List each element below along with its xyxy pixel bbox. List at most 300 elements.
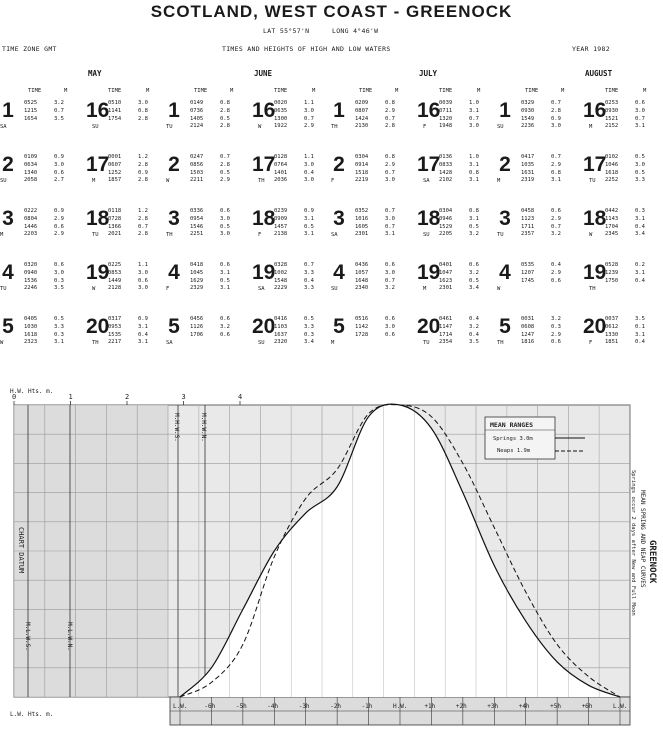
tide-height: 3.0 bbox=[635, 161, 645, 168]
tide-time: 2138 bbox=[274, 231, 288, 238]
tide-time: 1706 bbox=[190, 331, 204, 338]
tide-time: 1631 bbox=[521, 169, 535, 176]
tide-height: 0.6 bbox=[220, 262, 230, 268]
tide-time: 1320 bbox=[439, 115, 453, 122]
day-of-week: TU bbox=[423, 340, 430, 346]
tide-time: 1141 bbox=[108, 107, 122, 114]
tide-height: 0.5 bbox=[304, 316, 314, 322]
tide-height: 2.8 bbox=[551, 107, 561, 114]
tide-time: 2205 bbox=[439, 231, 453, 238]
day-of-week: M bbox=[423, 286, 427, 292]
tide-time: 0102 bbox=[605, 154, 619, 160]
tide-time: 0401 bbox=[439, 262, 453, 268]
tide-height: 0.4 bbox=[304, 169, 314, 176]
column-header: M bbox=[477, 88, 481, 94]
day-of-week: M bbox=[589, 124, 593, 130]
tide-height: 0.4 bbox=[469, 316, 479, 322]
tide-height: 3.1 bbox=[385, 231, 395, 238]
tide-height: 0.9 bbox=[138, 169, 148, 176]
tide-height: 0.8 bbox=[220, 100, 230, 106]
tide-time: 1239 bbox=[605, 269, 619, 276]
tide-height: 0.7 bbox=[469, 115, 479, 122]
day-number: 2 bbox=[168, 153, 180, 176]
day-of-week: TU bbox=[497, 232, 504, 238]
tide-height: 3.3 bbox=[635, 177, 645, 184]
time-axis-label: +5h bbox=[550, 703, 561, 710]
day-of-week: F bbox=[423, 124, 427, 130]
height-marker-label: M.L.W.N. bbox=[66, 622, 73, 651]
day-number: 3 bbox=[2, 207, 14, 230]
tide-height: 0.5 bbox=[220, 277, 230, 284]
day-number: 17 bbox=[252, 153, 276, 176]
day-number: 2 bbox=[499, 153, 511, 176]
tide-height: 3.1 bbox=[469, 107, 479, 114]
tide-height: 0.7 bbox=[54, 107, 64, 114]
tide-time: 0247 bbox=[190, 154, 204, 160]
day-number: 18 bbox=[417, 207, 441, 230]
tide-time: 0209 bbox=[355, 100, 369, 106]
column-header: TIME bbox=[359, 88, 373, 94]
tide-time: 1948 bbox=[439, 123, 453, 130]
tide-height: 0.1 bbox=[635, 323, 645, 330]
tide-time: 0317 bbox=[108, 316, 122, 322]
tide-time: 2345 bbox=[605, 231, 619, 238]
tide-time: 2246 bbox=[24, 285, 38, 292]
tide-height: 0.7 bbox=[304, 115, 314, 122]
page-title: SCOTLAND, WEST COAST - GREENOCK bbox=[150, 2, 513, 21]
tide-height: 0.4 bbox=[635, 277, 645, 284]
day-number: 2 bbox=[2, 153, 14, 176]
tide-height: 3.5 bbox=[635, 316, 645, 322]
day-number: 20 bbox=[417, 315, 441, 338]
day-number: 1 bbox=[2, 99, 14, 122]
day-of-week: SA bbox=[331, 232, 338, 238]
side-note: Springs occur 2 days after New and Full Moon bbox=[630, 470, 636, 616]
tide-time: 1629 bbox=[190, 277, 204, 284]
tide-time: 2301 bbox=[355, 231, 369, 238]
tide-height: 3.3 bbox=[304, 285, 314, 292]
day-of-week: TH bbox=[589, 286, 596, 292]
day-number: 5 bbox=[168, 315, 180, 338]
table-subtitle: TIMES AND HEIGHTS OF HIGH AND LOW WATERS bbox=[222, 45, 391, 53]
tide-time: 0635 bbox=[274, 107, 288, 114]
tide-time: 1745 bbox=[521, 277, 535, 284]
tide-height: 3.1 bbox=[469, 177, 479, 184]
day-of-week: SU bbox=[0, 178, 7, 184]
column-header: TIME bbox=[525, 88, 539, 94]
tide-height: 2.8 bbox=[138, 115, 148, 122]
tide-time: 0516 bbox=[355, 316, 369, 322]
tide-height: 0.3 bbox=[551, 323, 561, 330]
day-number: 1 bbox=[333, 99, 345, 122]
day-number: 20 bbox=[252, 315, 276, 338]
height-marker-label: M.L.W.S. bbox=[24, 622, 31, 651]
tide-time: 1704 bbox=[605, 223, 619, 230]
column-header: M bbox=[643, 88, 647, 94]
tide-height: 2.7 bbox=[54, 177, 64, 184]
tide-height: 3.1 bbox=[469, 215, 479, 222]
day-of-week: W bbox=[166, 178, 170, 184]
time-axis-label: -3h bbox=[298, 703, 310, 710]
tide-height: 3.0 bbox=[304, 107, 314, 114]
tide-height: 2.8 bbox=[220, 161, 230, 168]
tide-height: 3.1 bbox=[304, 215, 314, 222]
tide-height: 2.8 bbox=[138, 177, 148, 184]
tide-time: 0764 bbox=[274, 161, 288, 168]
tide-height: 1.1 bbox=[304, 100, 314, 106]
tide-height: 3.3 bbox=[304, 269, 314, 276]
tide-time: 2211 bbox=[190, 177, 204, 184]
tide-height: 2.9 bbox=[54, 231, 64, 238]
tide-height: 3.0 bbox=[54, 269, 64, 276]
tide-height: 0.5 bbox=[220, 223, 230, 230]
tide-height: 2.9 bbox=[551, 161, 561, 168]
tide-time: 1366 bbox=[108, 223, 122, 230]
tide-time: 0149 bbox=[190, 100, 204, 106]
month-label: JULY bbox=[419, 69, 438, 78]
tide-time: 0940 bbox=[24, 269, 38, 276]
tide-height: 2.9 bbox=[385, 161, 395, 168]
tide-height: 0.7 bbox=[551, 100, 561, 106]
tide-height: 3.1 bbox=[635, 215, 645, 222]
tide-height: 0.3 bbox=[54, 331, 64, 338]
tide-height: 0.6 bbox=[385, 331, 395, 338]
tide-height: 0.6 bbox=[54, 169, 64, 176]
tide-time: 0953 bbox=[108, 323, 122, 330]
tide-height: 0.9 bbox=[54, 154, 64, 160]
column-header: M bbox=[64, 88, 68, 94]
tide-height: 3.1 bbox=[551, 177, 561, 184]
tide-time: 1035 bbox=[521, 161, 535, 168]
tide-height: 0.5 bbox=[304, 223, 314, 230]
side-title: GREENOCK bbox=[647, 540, 657, 584]
tide-time: 0909 bbox=[274, 215, 288, 222]
tide-height: 0.5 bbox=[220, 115, 230, 122]
day-of-week: SA bbox=[258, 286, 265, 292]
tide-time: 0405 bbox=[24, 316, 38, 322]
tide-time: 0442 bbox=[605, 208, 619, 214]
tide-height: 0.8 bbox=[138, 107, 148, 114]
tide-time: 1143 bbox=[605, 215, 619, 222]
tide-time: 2319 bbox=[521, 177, 535, 184]
scale-tick-label: 3 bbox=[181, 393, 186, 401]
tide-height: 0.6 bbox=[220, 316, 230, 322]
height-marker-label: M.H.W.N. bbox=[200, 413, 207, 442]
tide-height: 3.1 bbox=[635, 331, 645, 338]
tide-height: 3.2 bbox=[551, 231, 561, 238]
lw-heights-label: L.W. Hts. m. bbox=[10, 711, 54, 718]
tide-time: 0328 bbox=[274, 262, 288, 268]
tide-height: 3.1 bbox=[138, 339, 148, 346]
tide-time: 0930 bbox=[521, 107, 535, 114]
tide-height: 0.7 bbox=[551, 154, 561, 160]
day-number: 3 bbox=[333, 207, 345, 230]
tide-height: 0.8 bbox=[551, 169, 561, 176]
tide-height: 2.8 bbox=[138, 231, 148, 238]
tide-height: 3.1 bbox=[469, 161, 479, 168]
chart-datum-label: CHART DATUM bbox=[17, 527, 25, 574]
tide-height: 3.0 bbox=[304, 161, 314, 168]
tide-height: 0.3 bbox=[54, 277, 64, 284]
tide-time: 1728 bbox=[355, 331, 369, 338]
tide-height: 2.8 bbox=[220, 107, 230, 114]
tide-time: 1340 bbox=[24, 169, 38, 176]
day-of-week: W bbox=[589, 232, 593, 238]
tide-time: 2152 bbox=[605, 123, 619, 130]
tide-time: 0456 bbox=[190, 316, 204, 322]
day-number: 17 bbox=[583, 153, 607, 176]
side-subtitle: MEAN SPRING AND NEAP CURVES bbox=[639, 490, 646, 588]
tide-time: 0436 bbox=[355, 262, 369, 268]
tide-height: 0.8 bbox=[385, 154, 395, 160]
tide-time: 0329 bbox=[521, 100, 535, 106]
tide-height: 0.5 bbox=[469, 223, 479, 230]
tide-time: 0807 bbox=[355, 107, 369, 114]
day-number: 20 bbox=[583, 315, 607, 338]
day-number: 16 bbox=[86, 99, 110, 122]
tide-height: 3.0 bbox=[54, 161, 64, 168]
tide-time: 1123 bbox=[521, 215, 535, 222]
tide-time: 1405 bbox=[190, 115, 204, 122]
tide-time: 1754 bbox=[108, 115, 122, 122]
day-number: 3 bbox=[499, 207, 511, 230]
tide-height: 3.0 bbox=[635, 107, 645, 114]
tide-height: 0.8 bbox=[469, 208, 479, 214]
tide-height: 1.1 bbox=[138, 262, 148, 268]
time-axis-label: L.W. bbox=[173, 703, 188, 710]
tide-time: 0528 bbox=[605, 262, 619, 268]
height-marker-label: M.H.W.S. bbox=[173, 413, 180, 442]
day-of-week: TU bbox=[0, 286, 7, 292]
tide-height: 3.5 bbox=[469, 339, 479, 346]
tide-time: 1546 bbox=[190, 223, 204, 230]
neaps-range: Neaps 1.9m bbox=[497, 448, 531, 454]
tide-time: 1247 bbox=[521, 331, 535, 338]
tide-time: 1605 bbox=[355, 223, 369, 230]
day-of-week: SA bbox=[0, 124, 7, 130]
tide-time: 0634 bbox=[24, 161, 38, 168]
tide-height: 0.6 bbox=[54, 223, 64, 230]
day-of-week: SU bbox=[423, 232, 430, 238]
tide-time: 1446 bbox=[24, 223, 38, 230]
day-of-week: W bbox=[258, 124, 262, 130]
tide-height: 3.2 bbox=[469, 323, 479, 330]
tide-time: 1401 bbox=[274, 169, 288, 176]
tide-time: 2236 bbox=[521, 123, 535, 130]
tide-time: 1057 bbox=[355, 269, 369, 276]
tide-height: 3.3 bbox=[54, 323, 64, 330]
tide-time: 2252 bbox=[605, 177, 619, 184]
tide-time: 1142 bbox=[355, 323, 369, 330]
tide-height: 3.1 bbox=[220, 285, 230, 292]
tide-time: 0020 bbox=[274, 100, 288, 106]
tide-height: 2.9 bbox=[551, 269, 561, 276]
tide-time: 0239 bbox=[274, 208, 288, 214]
day-of-week: F bbox=[166, 286, 170, 292]
tide-time: 0109 bbox=[24, 154, 38, 160]
day-of-week: M bbox=[92, 178, 96, 184]
tide-time: 0954 bbox=[190, 215, 204, 222]
column-header: TIME bbox=[274, 88, 288, 94]
tide-height: 0.7 bbox=[385, 208, 395, 214]
column-header: M bbox=[395, 88, 399, 94]
day-number: 19 bbox=[583, 261, 607, 284]
time-axis-label: +4h bbox=[518, 703, 530, 710]
day-of-week: SU bbox=[258, 340, 265, 346]
tide-time: 0417 bbox=[521, 154, 535, 160]
day-of-week: F bbox=[331, 178, 335, 184]
tide-time: 1330 bbox=[605, 331, 619, 338]
tide-time: 1428 bbox=[439, 169, 453, 176]
tide-time: 0525 bbox=[24, 100, 38, 106]
tide-time: 1030 bbox=[24, 323, 38, 330]
tide-height: 2.9 bbox=[304, 123, 314, 130]
tide-height: 0.7 bbox=[385, 169, 395, 176]
tide-height: 0.6 bbox=[220, 331, 230, 338]
tide-time: 1449 bbox=[108, 277, 122, 284]
tide-time: 0001 bbox=[108, 154, 122, 160]
tide-height: 3.0 bbox=[220, 215, 230, 222]
day-of-week: SA bbox=[423, 178, 430, 184]
tide-height: 3.4 bbox=[635, 231, 645, 238]
tide-height: 0.8 bbox=[385, 100, 395, 106]
tide-time: 1252 bbox=[108, 169, 122, 176]
tide-height: 0.4 bbox=[138, 331, 148, 338]
tide-time: 1648 bbox=[355, 277, 369, 284]
tide-time: 1002 bbox=[274, 269, 288, 276]
day-number: 5 bbox=[499, 315, 511, 338]
tide-time: 0304 bbox=[355, 154, 369, 160]
time-axis-label: L.W. bbox=[613, 703, 628, 710]
tide-time: 1126 bbox=[190, 323, 204, 330]
tide-height: 0.5 bbox=[220, 169, 230, 176]
tide-height: 0.6 bbox=[385, 316, 395, 322]
day-of-week: F bbox=[258, 232, 262, 238]
tide-time: 2357 bbox=[521, 231, 535, 238]
tide-time: 2128 bbox=[108, 285, 122, 292]
column-header: TIME bbox=[108, 88, 122, 94]
day-number: 5 bbox=[2, 315, 14, 338]
tide-height: 3.0 bbox=[138, 100, 148, 106]
tide-height: 3.1 bbox=[220, 269, 230, 276]
tide-time: 1147 bbox=[439, 323, 453, 330]
tide-time: 0804 bbox=[24, 215, 38, 222]
tide-time: 0222 bbox=[24, 208, 38, 214]
day-of-week: M bbox=[0, 232, 4, 238]
tide-height: 0.2 bbox=[635, 262, 645, 268]
tide-height: 3.1 bbox=[54, 339, 64, 346]
day-number: 16 bbox=[252, 99, 276, 122]
tide-height: 2.9 bbox=[385, 107, 395, 114]
tide-time: 2229 bbox=[274, 285, 288, 292]
column-header: TIME bbox=[28, 88, 42, 94]
tide-time: 2021 bbox=[108, 231, 122, 238]
time-axis-label: -1h bbox=[361, 703, 373, 710]
tide-height: 0.5 bbox=[635, 169, 645, 176]
tide-height: 0.6 bbox=[385, 262, 395, 268]
tide-height: 0.3 bbox=[304, 331, 314, 338]
time-axis-label: -6h bbox=[204, 703, 216, 710]
tide-height: 3.3 bbox=[304, 323, 314, 330]
tide-height: 0.7 bbox=[551, 223, 561, 230]
day-number: 19 bbox=[86, 261, 110, 284]
tide-time: 0304 bbox=[439, 208, 453, 214]
column-header: M bbox=[312, 88, 316, 94]
tide-height: 3.5 bbox=[54, 115, 64, 122]
tide-time: 1424 bbox=[355, 115, 369, 122]
tide-height: 1.1 bbox=[304, 154, 314, 160]
tide-height: 2.9 bbox=[220, 177, 230, 184]
day-of-week: TH bbox=[92, 340, 99, 346]
tide-height: 3.1 bbox=[304, 231, 314, 238]
tide-height: 1.0 bbox=[469, 154, 479, 160]
tide-time: 1045 bbox=[190, 269, 204, 276]
month-label: JUNE bbox=[254, 69, 273, 78]
tide-time: 2219 bbox=[355, 177, 369, 184]
tide-time: 1549 bbox=[521, 115, 535, 122]
time-axis-label: +2h bbox=[455, 703, 467, 710]
column-header: TIME bbox=[439, 88, 453, 94]
day-number: 3 bbox=[168, 207, 180, 230]
tide-time: 1529 bbox=[439, 223, 453, 230]
tide-height: 3.0 bbox=[220, 231, 230, 238]
springs-range: Springs 3.0m bbox=[493, 436, 533, 442]
tide-height: 0.6 bbox=[551, 277, 561, 284]
scale-tick-label: 2 bbox=[125, 393, 130, 401]
tide-time: 2323 bbox=[24, 339, 38, 346]
column-header: TIME bbox=[605, 88, 619, 94]
time-axis-label: H.W. bbox=[393, 703, 408, 710]
day-number: 20 bbox=[86, 315, 110, 338]
tide-time: 1618 bbox=[605, 169, 619, 176]
time-axis-label: +3h bbox=[487, 703, 499, 710]
tide-time: 1637 bbox=[274, 331, 288, 338]
tide-height: 3.0 bbox=[304, 177, 314, 184]
day-of-week: M bbox=[497, 178, 501, 184]
tide-height: 0.4 bbox=[304, 277, 314, 284]
day-number: 4 bbox=[168, 261, 180, 284]
mean-ranges-title: MEAN RANGES bbox=[490, 421, 534, 429]
time-axis-label: -4h bbox=[267, 703, 279, 710]
day-number: 16 bbox=[583, 99, 607, 122]
tide-height: 0.6 bbox=[469, 262, 479, 268]
column-header: TIME bbox=[194, 88, 208, 94]
tide-height: 0.7 bbox=[385, 223, 395, 230]
tide-height: 0.9 bbox=[304, 208, 314, 214]
tide-time: 2058 bbox=[24, 177, 38, 184]
tide-time: 2354 bbox=[439, 339, 453, 346]
tide-height: 3.4 bbox=[304, 339, 314, 346]
tide-time: 0946 bbox=[439, 215, 453, 222]
tide-time: 0510 bbox=[108, 100, 122, 106]
day-number: 18 bbox=[583, 207, 607, 230]
tide-time: 1816 bbox=[521, 339, 535, 346]
tide-height: 3.4 bbox=[469, 285, 479, 292]
day-of-week: M bbox=[331, 340, 335, 346]
tide-height: 2.9 bbox=[551, 215, 561, 222]
tide-time: 2203 bbox=[24, 231, 38, 238]
column-header: M bbox=[146, 88, 150, 94]
tide-height: 3.1 bbox=[635, 269, 645, 276]
day-number: 17 bbox=[417, 153, 441, 176]
hw-heights-label: H.W. Hts. m. bbox=[10, 388, 54, 395]
tide-time: 1536 bbox=[24, 277, 38, 284]
day-of-week: TU bbox=[92, 232, 99, 238]
tide-time: 1750 bbox=[605, 277, 619, 284]
tide-height: 3.0 bbox=[138, 269, 148, 276]
tide-height: 0.6 bbox=[138, 277, 148, 284]
day-number: 19 bbox=[252, 261, 276, 284]
